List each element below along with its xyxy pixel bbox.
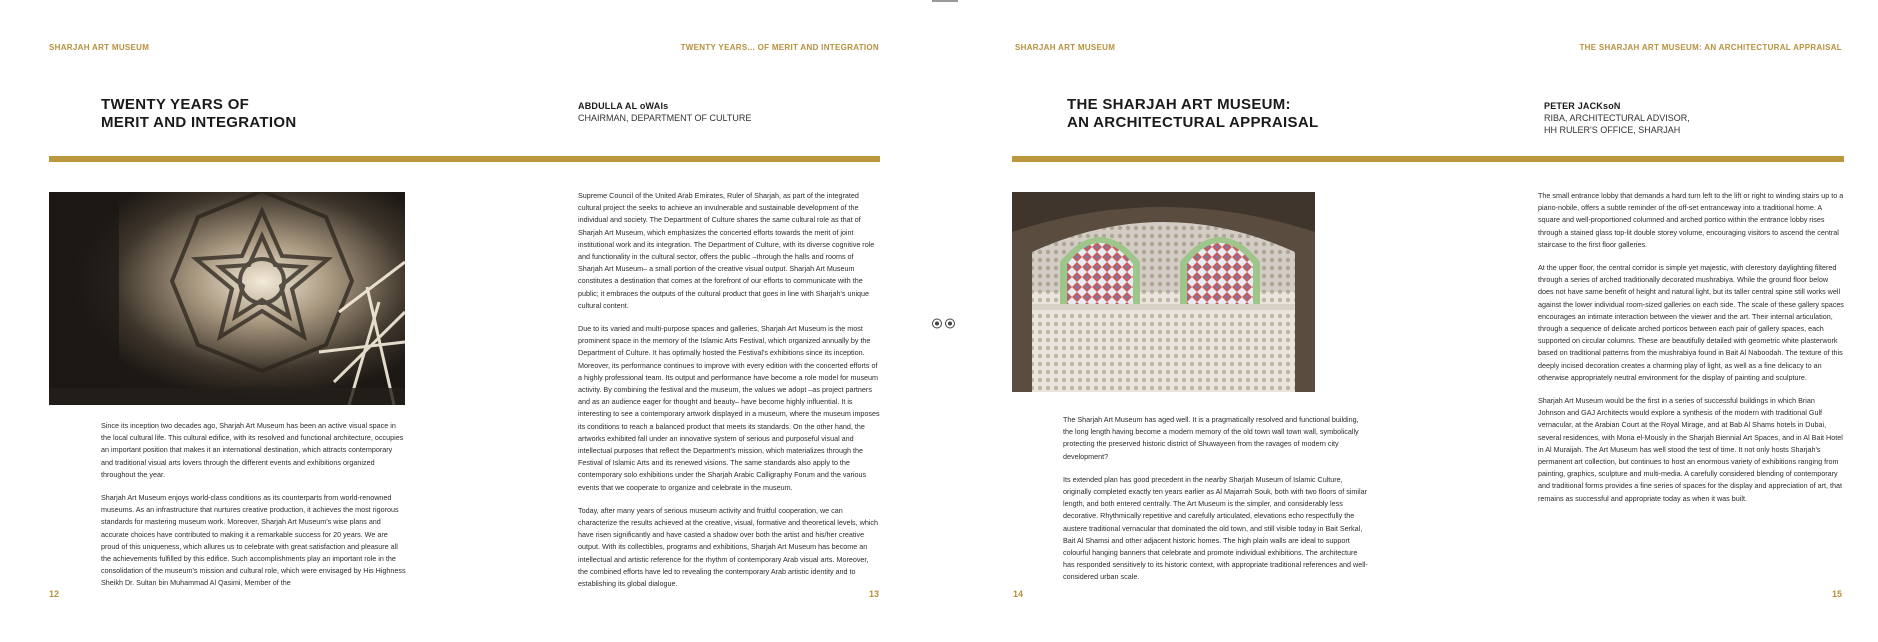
- paragraph: Due to its varied and multi-purpose spaces and galleries, Sharjah Art Museum is the most prominent space in the memory of the Islamic Arts Festival, which organized annually by the Department of Culture. It has optimally hosted the Festival's exhibitions since its inception. Moreover, its performance continues to improve with every edition with the concerted efforts of a highly professional team. Its output and performance have become a role model for museum activity. By combining the festival and the museum, the values we adopt –as project partners and as an audience eager for thought and beauty– have become highly influential. It is interesting to see a contemporary artwork displayed in a museum, where the museum imposes its conditions to reach a balanced product that meets its standards. On the other hand, the artworks exhibited fall under an innovative system of serious and purposeful visual and intellectual purposes that reflect the Department's mission, which materializes through the Festival of Islamic Arts and its renewed visions. The same standards also apply to the contemporary solo exhibitions under the Sharjah Arabic Calligraphy Forum and the various events that we cooperate to organize and celebrate in the museum.: [578, 324, 880, 492]
- article-title: [1067, 96, 1318, 132]
- page-number-right: 13: [869, 589, 880, 599]
- spread-pages-14-15: [939, 0, 1878, 642]
- paragraph: The Sharjah Art Museum has aged well. It is a pragmatically resolved and functional building, the long length having become a modern memory of the old town wall town wall, symbolically protecting the preserved historic district of Shuwayeen from the ravages of modern city development?: [1063, 415, 1359, 461]
- geometric-sculpture-image: [49, 192, 405, 405]
- author-role-1: CHAIRMAN, DEPARTMENT OF CULTURE: [578, 113, 752, 123]
- paragraph: Supreme Council of the United Arab Emirates, Ruler of Sharjah, as part of the integrated cultural project the seeks to achieve an invulnerable and sustainable development of the individual and society. The Department of Culture shares the same cultural role as that of Sharjah Art Museum, which emphasizes the concerted efforts towards the merit of joint institutional work and its integration. The Department of Culture, with its diverse cognitive role and functionality in the cultural sector, offers the public –through the halls and rooms of Sharjah Art Museum– a small portion of the creative visual output. Sharjah Art Museum constitutes a destination that comes at the forefront of our efforts to communicate with the public; it embraces the outputs of the cultural product that goes in line with Sharjah's unique cultural content.: [578, 191, 875, 310]
- author-name: ABDULLA AL oWAIs: [578, 101, 669, 111]
- column-1: [101, 420, 406, 601]
- title-line-2: AN ARCHITECTURAL APPRAISAL: [1067, 114, 1319, 131]
- running-head-right: THE SHARJAH ART MUSEUM: AN ARCHITECTURAL APPRAISAL: [1579, 43, 1842, 52]
- running-head-left: SHARJAH ART MUSEUM: [49, 43, 150, 52]
- column-2: [578, 190, 880, 601]
- photo-geometric-sculpture: [49, 192, 405, 405]
- page-number-right: 15: [1832, 589, 1843, 599]
- column-2: [1538, 190, 1844, 516]
- paragraph: Sharjah Art Museum enjoys world-class conditions as its counterparts from world-renowned museums. As an infrastructure that nurtures creative production, it achieves the most rigorous standards for mastering museum work. Moreover, Sharjah Art Museum's wise plans and accurate choices have contributed to making it a remarkable success for 20 years. We are proud of this uniqueness, which allures us to celebrate with great satisfaction and pleasure all the achievements fulfilled by this edifice. Such accomplishments play an important role in the consolidation of the museum's mission and cultural role, which were envisaged by His Highness Sheikh Dr. Sultan bin Muhammad Al Qasimi, Member of the: [101, 493, 406, 588]
- author-role-1: RIBA, ARCHITECTURAL ADVISOR,: [1544, 113, 1690, 123]
- running-head-right: TWENTY YEARS... OF MERIT AND INTEGRATION: [680, 43, 879, 52]
- photo-arched-windows: [1012, 192, 1315, 392]
- article-title: [101, 96, 296, 132]
- arched-windows-image: [1012, 192, 1315, 392]
- gold-rule: [1012, 156, 1844, 162]
- author-block: [1544, 100, 1690, 136]
- title-line-2: MERIT AND INTEGRATION: [101, 114, 297, 131]
- paragraph: Since its inception two decades ago, Sharjah Art Museum has been an active visual space in the local cultural life. This cultural edifice, with its resolved and functional architecture, occupies an important position that makes it an international destination, which attracts contemporary and traditional visual arts lovers through the different events and exhibitions organized throughout the year.: [101, 421, 404, 479]
- page-number-left: 14: [1013, 589, 1024, 599]
- page-number-left: 12: [49, 589, 60, 599]
- paragraph: Its extended plan has good precedent in the nearby Sharjah Museum of Islamic Culture, originally completed exactly ten years earlier as Al Majarrah Souk, both with two floors of similar length, and both entered centrally. The Art Museum is the simpler, and considerably less decorative. Rhythmically repetitive and carefully articulated, elevations echo respectfully the austere traditional vernacular that dominated the old town, and still visible today in Bait Serkal, Bait Al Shamsi and other adjacent historic homes. The high plain walls are ideal to support colourful hanging banners that celebrate and promote individual exhibitions. The architecture has responded sensitively to its historic context, with appropriate traditional references and well-considered urban scale.: [1063, 474, 1368, 582]
- column-1: [1063, 414, 1368, 595]
- paragraph: Sharjah Art Museum would be the first in a series of successful buildings in which Brian Johnson and GAJ Architects would explore a synthesis of the modern with traditional Gulf vernacular, at the Arabian Court at the Royal Mirage, and at Bab Al Shams hotels in Dubai, several residences, with Mona el-Mously in the Sharjah Biennial Art Spaces, and in Al Bait Hotel in Al Muraijah. The Art Museum has well stood the test of time. It not only hosts Sharjah's permanent art collection, but continues to host an enormous variety of exhibitions ranging from painting, graphics, sculpture and multi-media. A carefully considered blending of contemporary and traditional forms provides a fine series of spaces for the display and appreciation of art, that remains as successful and appropriate today as when it was built.: [1538, 396, 1843, 503]
- gold-rule: [49, 156, 880, 162]
- paragraph: At the upper floor, the central corridor is simple yet majestic, with clerestory daylighting filtered through a series of arched traditionally decorated mushrabiya. While the ground floor below does not have same benefit of height and natural light, but its taller central spine still works well against the lower individual room-sized galleries on each side. The scale of these gallery spaces encourages an intimate interaction between the viewer and the art. Their internal articulation, through a sequence of delicate arched porticos between each pair of gallery spaces, each supported on circular columns. These are beautifully detailed with geometric white plasterwork based on traditional patterns from the mushrabiya found in Bait Al Naboodah. The texture of this deeply incised decoration creates a charming play of light, as well as a fine delicacy to an otherwise appropriately neutral environment for the display of painting and sculpture.: [1538, 263, 1844, 382]
- paragraph: Today, after many years of serious museum activity and fruitful cooperation, we can characterize the results achieved at the creative, visual, formative and theoretical levels, which have risen significantly and have casted a shadow over both the artist and his/her creative output. With its collectibles, programs and exhibitions, Sharjah Art Museum has become an intellectual and artistic reference for the rhythm of contemporary Arab visual arts. Moreover, the combined efforts have led to revealing the contemporary Arab artistic identity and to establishing its global dialogue.: [578, 505, 879, 589]
- author-name: PETER JACKsoN: [1544, 101, 1621, 111]
- author-block: [578, 100, 751, 124]
- running-head-left: SHARJAH ART MUSEUM: [1015, 43, 1116, 52]
- paragraph: The small entrance lobby that demands a hard turn left to the lift or right to winding stairs up to a piano-nobile, offers a subtle reminder of the off-set entranceway into a traditional home. A square and well-proportioned columned and arched portico within the entrance lobby rises through a stained glass top-lit double storey volume, encouraging visitors to ascend the central staircase to the first floor galleries.: [1538, 191, 1844, 249]
- title-line-1: THE SHARJAH ART MUSEUM:: [1067, 96, 1291, 113]
- author-role-2: HH RULER'S OFFICE, SHARJAH: [1544, 125, 1681, 135]
- title-line-1: TWENTY YEARS OF: [101, 96, 250, 113]
